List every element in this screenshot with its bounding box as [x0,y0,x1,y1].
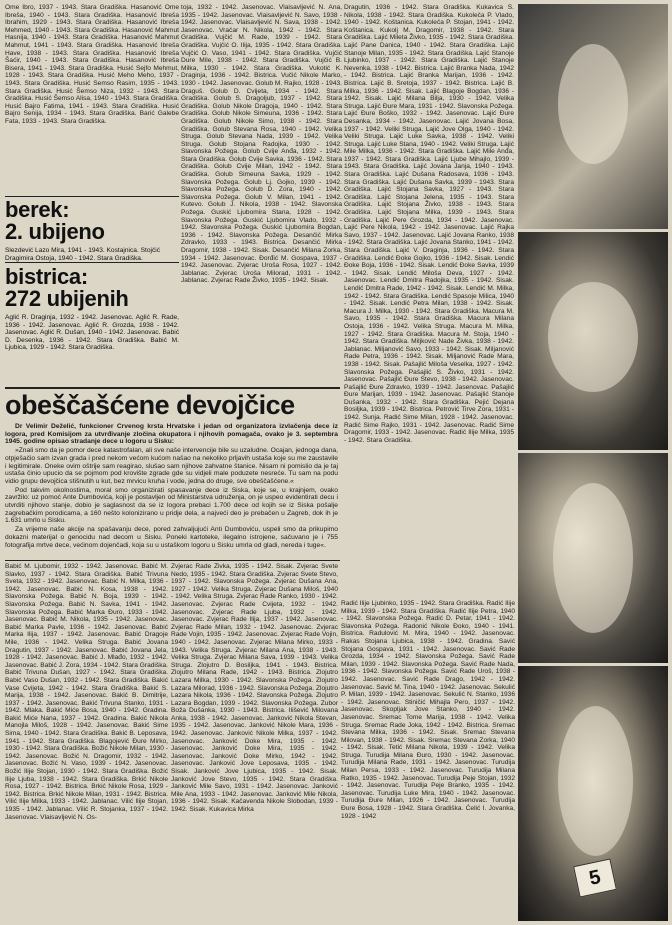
photo-number-tag: 5 [573,858,617,897]
victim-list-column-4 [5,563,168,921]
intro-lead: Dr Velimir Deželić, funkcioner Crvenog krsta Hrvatske i jedan od organizatora izvlačenja dece iz logora, pred Komisijom za utvrđivanje zločina okupatora i njihovih pomagača, ovako je 3. septembra 1945. godine opisao stradanje dece u logoru u Sisku: [5,423,338,446]
section-berek [5,199,179,262]
section-bistrica-text: Aglić R. Draginja, 1932 - 1942. Jasenovac. Aglić R. Rade, 1936 - 1942. Jasenovac. Aglić R. Grozda, 1938 - 1942. Jasenovac. Aglić R. Dušan, 1940 - 1942. Jasenovac. Babić D. Desenka, 1936 - 1942. Stara Gradiška. Babić M. Ljubica, 1929 - 1942. Stara Gradiška. [5,314,179,352]
section-berek-title: berek: [5,197,70,222]
child-photo-1 [518,4,668,229]
section-bistrica-title: bistrica: [5,264,88,289]
child-photo-2 [518,232,668,450]
child-photo-4 [518,666,668,921]
victim-list-column-3 [344,4,514,599]
victim-list-text: Ome Ibro, 1937 - 1943. Stara Gradiška. Hasanović Ome Ibreša, 1940 - 1943. Stara Gradiška. Hasanović Ibreša Ibrahim, 1929 - 1943. Stara Gradiška. Hasanović Ibreša Mehmed, 1940 - 1943. Stara Gradiška. Hasanović Mahmut Hasnija, 1940 - 1943. Stara Gradiška. Hasanović Mahmut Mahmut, 1941 - 1943. Stara Gradiška. Hasanović Ibreša Have, 1938 - 1943. Stara Gradiška. Hasanović Ibreša Šaćir, 1940 - 1943. Stara Gradiška. Hasanović Ibreša Bisera, 1941 - 1943. Stara Gradiška. Husić Sejfo Mehmut, 1928 - 1943. Stara Gradiška. Husić Meho Meho, 1937 - 1943. Stara Gradiška. Husić Semso Rasim, 1935 - 1943. Stara Gradiška. Husić Šemso Niza, 1932 - 1943. Stara Gradiška. Husić Šemso Alisa, 1940 - 1943. Stara Gradiška. Husić Bajro Fatima, 1941 - 1943. Stara Gradiška. Husić Bajro Senija, 1934 - 1943. Stara Gradiška. Barić Galebe Fata, 1933 - 1943. Stara Gradiška. [5,4,179,125]
section-bistrica [5,266,179,352]
article-rule [5,387,340,389]
article-intro [5,423,338,559]
article-title: obeščašćene devojčice [5,390,295,420]
section-divider [5,262,179,263]
victim-list-text: Zvjerac Rade Živka, 1935 - 1942. Sisak. Zvjerac Svete Nedo, 1935 - 1942. Stara Gradiška. Zvjerac Svete Stevo, 1937 - 1942. Slavonska Požega. Zvjerac Dušana Ana, 1927 - 1942. Velika Struga. Zvjerac Dušana Miloš, 1940 - 1942. Velika Struga. Zvjerac Rade Ranko, 1930 - 1942. Jasenovac. Zvjerac Rade Cvijeta, 1932 - 1942. Jasenovac. Zvjerac Rade Ljuba, 1932 - 1942. Jasenovac. Zvjerac Rade Ilija, 1937 - 1942. Jasenovac. Zvjerac Rade Milan, 1932 - 1942. Jasenovac. Zvjerac Rade Vojin, 1935 - 1942. Jasenovac. Zvjerac Rade Vojin, 1940 - 1942. Jasenovac. Zvjerac Milana Mirko, 1933 - 1943. Velika Struga. Zvjerac Milana Ana, 1938 - 1943. Velika Struga. Zvjerac Milana Sava, 1939 - 1943. Velika Struga. Zlojutro D. Bosiljka, 1941 - 1943. Bistrica. Zlojutro Milana Rade, 1942 - 1943. Bistrica. Zlojutro Lazara Milka, 1930 - 1942. Slavonska Požega. Zlojutro Lazara Milorad, 1936 - 1942. Slavonska Požega. Zlojutro Lazara Nikola, 1936 - 1942. Slavonska Požega. Zlojutro Lazara Bogdan, 1939 - 1942. Slavonska Požega. Zubor Boža Dušanka, 1930 - 1943. Bistrica. Ilišević Milovana Anka, 1938 - 1942. Jasenovac. Janković Nikola Stevan, 1935 - 1942. Jasenovac. Janković Nikole Mara, 1936 - 1942. Jasenovac. Janković Nikole Milka, 1937 - 1942. Jasenovac. Janković Doke Mira, 1935 - 1942. Jasenovac. Janković Doke Mira, 1935 - 1942. Jasenovac. Janković Doke Mirko, 1942 - 1942. Jasenovac. Janković Jove Leposava, 1935 - 1942. Sisak. Janković Jove Ljubica, 1935 - 1942. Sisak. Janković Jove Stevo, 1935 - 1942. Stara Gradiška. Janković Mile Savo, 1931 - 1942. Jasenovac. Janković Mile Ana, 1933 - 1942. Jasenovac. Janković Mile Nikola, 1936 - 1942. Sisak. Kačavenda Nikole Slobodan, 1939 - 1942. Sisak. Kukavica Mirka [171,563,338,813]
victim-list-text: Babić M. Ljubomir, 1932 - 1942. Jasenovac. Babić M. Slavko, 1937 - 1942. Stara Gradiška. Babić Trivuna Sveta, 1932 - 1942. Jasenovac. Babić N. Milka, 1936 - 1942. Jasenovac. Babić N. Kosa, 1938 - 1942. Slavonska Požega. Babić N. Boja, 1939 - 1942. Slavonska Požega. Babić N. Savka, 1941 - 1942. Slavonska Požega. Babić Marka Đuro, 1933 - 1942. Jasenovac. Babić M. Nikola, 1935 - 1942. Jasenovac. Babić Marka Pavle, 1936 - 1942. Jasenovac. Babić Marka Ilija, 1937 - 1942. Jasenovac. Babić Dragoje Mile, 1936 - 1942. Velika Struga. Babić Jovana Dragutin, 1937 - 1942. Jasenovac. Babić Jovana Jela, 1928 - 1942. Jasenovac. Babić J. Mlađo, 1932 - 1942. Jasenovac. Babić J. Zora, 1934 - 1942. Stara Gradiška. Babić Trivuna Dušan, 1927 - 1942. Stara Gradiška. Babić Vaso Dušan, 1932 - 1942. Stara Gradiška. Bakić Vase Cvijeta, 1942 - 1942. Stara Gradiška. Bakić S. Marija, 1938 - 1942. Jasenovac. Bakić B. Dimitrije, 1937 - 1942. Jasenovac. Bakić Trivuna Stanko, 1931 - 1942. Mlaka. Bakić Miće Bosa, 1940 - 1942. Gradina. Bakić Miće Nana, 1937 - 1942. Gradina. Bakić Nikola Manojla Miloš, 1928 - 1942. Jasenovac. Bakić Sime Sima, 1940 - 1942. Stara Gradiška. Bakić B. Leposava, 1941 - 1942. Stara Gradiška. Blagojević Đure Mirko, 1930 - 1942. Stara Gradiška. Božić Nikole Milan, 1930 - 1942. Jasenovac. Božić N. Dragomir, 1932 - 1942. Jasenovac. Božić N. Vaso, 1939 - 1942. Jasenovac. Božić Ilije Stojan, 1930 - 1942. Stara Gradiška. Božić Ilije Ljuba, 1938 - 1942. Stara Gradiška. Brkić Nikole Rosa, 1927 - 1942. Bistrica. Brkić Nikole Rosa, 1929 - 1942. Bistrica. Brkić Nikole Milan, 1931 - 1942. Bistrica. Vilić Ilije Milka, 1933 - 1942. Jablanac. Vilić Ilije Stojan, 1935 - 1942. Jablanac. Vilić R. Stojanka, 1937 - 1942. Jasenovac. Vlaisavljević N. Os- [5,563,168,821]
intro-quote: »Znali smo da je pomor dece katastrofalan, ali sve naše intervencije bile su uzaludne. Ocajan, jednoga dana, otpješačio sam izvan grada i pred nekom većom kućom našao na nekoliko prljavih ustaša koje su me zaustavile i legitimirale. Oneke ovim oštrije sam reagirao, slušao sam njihove zahvatne štanice. Nisam ni pomislio da je taj ustaša činio upucio da se pojmom pod krovište zgrade gde su vidjeli male poduzete nesreće. Tu sam na podu vidio grupu devojčica stišnutih u kut, bez mrvicu kruha i vode, jedna do druge, sve obeščašćene.« [5,447,338,485]
victim-list-column-2 [181,4,342,386]
victim-list-text: Dragutin, 1936 - 1942. Stara Gradiška. Kukavica S. Nikola, 1938 - 1942. Stara Gradiška. Kukoleča P. Vlado, 1940 - 1942. Koštanica. Kukoleča P. Stojan, 1941 - 1942. Koštanica. Kukolj M. Dragomir, 1938 - 1942. Stara Gradiška. Lajić Mileta Živko, 1935 - 1942. Stara Gradiška. Lajić Pane Danica, 1940 - 1942. Stara Gradiška. Lajić Stanoje Milan, 1935 - 1942. Stara Gradiška. Lajić Stanoje Ljubinko, 1937 - 1942. Stara Gradiška. Lajić Stanoje Nevenka, 1938 - 1942. Bistrica. Lajić Branka Nada, 1942 - 1942. Bistrica. Lajić Branka Marijan, 1936 - 1942. Bistrica. Lajić B. Sretoja, 1937 - 1942. Bistrica. Lajić B. Milka, 1936 - 1942. Sisak. Lajić Blagoje Bogdan, 1936 - 1942. Sisak. Lajić Milana Bilja, 1930 - 1942. Velika Struga. Lajić Đure Mara, 1931 - 1942. Slavonska Požega. Lajić Đure Boško, 1932 - 1942. Jasenovac. Lajić Đure Desanka, 1934 - 1942. Jasenovac. Lajić Jovana Bosa, 1937 - 1942. Veliki Struga. Lajić Jove Olga, 1940 - 1942. Veliki Struga. Lajić Luke Savka, 1938 - 1942. Veliki Struga. Lajić Luke Stana, 1940 - 1942. Veliki Struga. Lajić Mile Milka, 1936 - 1942. Stara Gradiška. Lajić Mile Anđa, 1937 - 1942. Stara Gradiška. Lajić Ljube Mihajlo, 1939 - 1943. Stara Gradiška. Lajić Jovana Janja, 1940 - 1943. Stara Gradiška. Lajić Dušana Radosava, 1936 - 1943. Stara Gradiška. Lajić Dušana Savka, 1939 - 1943. Stara Gradiška. Lajić Stojana Savka, 1927 - 1943. Stara Gradiška. Lajić Stojana Jelena, 1935 - 1943. Stara Gradiška. Lajić Stojana Živko, 1938 - 1943. Stara Gradiška. Lajić Stojana Milka, 1939 - 1943. Stara Gradiška. Lajić Pere Grozda, 1934 - 1942. Jasenovac. Lajić Pere Nikola, 1942 - 1942. Jasenovac. Lajić Rajka Savo, 1937 - 1942. Jasenovac. Lajić Jovana Ranko, 1938 - 1942. Stara Gradiška. Lajić Jovana Stanko, 1941 - 1942. Stara Gradiška. Lajić V. Draginja, 1936 - 1942. Stara Gradiška. Lendić Đoke Gojko, 1936 - 1942. Sisak. Lendić Đoke Boja, 1936 - 1942. Sisak. Lendić Đoke Savka, 1939 - 1942. Sisak. Lendić Miloša Deva, 1927 - 1942. Jasenovac. Lendić Dmitra Radojka, 1935 - 1942. Sisak. Lendić Dmitra Rade, 1942 - 1942. Sisak. Lendić M. Milka, 1942 - 1942. Stara Gradiška. Lendić Spasoje Milica, 1940 - 1942. Sisak. Lendić Petra Milan, 1938 - 1942. Sisak. Macura J. Milka, 1930 - 1942. Stara Gradiška. Macura M. Savo, 1935 - 1942. Stara Gradiška. Macura Milana Ostoja, 1936 - 1942. Velika Struga. Macura M. Milka, 1927 - 1942. Stara Gradiška. Macura M. Stoja, 1940 - 1942. Stara Gradiška. Miljković Nade Živka, 1938 - 1942. Jablanac. Miljanović Savo, 1933 - 1942. Sisak. Miljanović Rade Petra, 1936 - 1942. Sisak. Miljanović Rade Mara, 1938 - 1942. Sisak. Pašajlić Miloša Veselka, 1927 - 1942. Slavonska Požega. Pašajlić S. Živko, 1931 - 1942. Jasenovac. Pašajlić Đure Stevo, 1938 - 1942. Jasenovac. Pašajlić Đure Zdravko, 1939 - 1942. Jasenovac. Pašajlić Đure Marijan, 1939 - 1942. Jasenovac. Pašajlić Stanoje Dušanka, 1932 - 1942. Stara Gradiška. Pejić Dejana Bosiljka, 1939 - 1942. Bistrica. Petrović Tirve Zora, 1931 - 1942. Sunja. Radić Sime Milan, 1928 - 1942. Jasenovac. Radić Sime Rajko, 1931 - 1942. Jasenovac. Radić Sime Dragomir, 1933 - 1942. Jasenovac. Radić Ilije Milka, 1935 - 1942. Stara Gradiška. [344,4,514,444]
victim-list-column-6 [341,600,515,921]
victim-list-column-5 [171,563,338,921]
child-photo-3 [518,453,668,663]
section-berek-subtitle: 2. ubijeno [5,219,105,244]
victim-list-column-1 [5,4,179,194]
section-berek-text: Slezdević Lazo Mira, 1941 - 1943. Kostajnica. Stojčić Dragimira Ostoja, 1940 - 1942. Stara Gradiška. [5,247,161,262]
victim-list-text: toja, 1932 - 1942. Jasenovac. Vlaisavljević N. Ana, 1935 - 1942. Jasenovac. Vlaisavljević N. Savo, 1938 - 1942. Jasenovac. Vlaisavljević N. Sava, 1938 - 1942. Jasenovac. Vračar N. Nikola, 1942 - 1942. Stara Gradiška. Vujčić M. Rade, 1939 - 1942. Stara Gradiška. Vujčić O. Ilija, 1935 - 1942. Stara Gradiška. Vujčić O. Vaso, 1941 - 1942. Stara Gradiška. Vujčić Dure Mile, 1938 - 1942. Stara Gradiška. Vujčić B. Milka, 1930 - 1942. Stara Gradiška. Vukotić K. Draginja, 1936 - 1942. Bistrica. Vučić Nikole Marko, 1930 - 1942. Jasenovac. Golub M. Rajko, 1928 - 1943. Draguš. Golub D. Cvijeta, 1934 - 1942. Stara Gradiška. Golub S. Dragoljub, 1937 - 1942. Stara Gradiška. Golub Nikole Dragoja, 1940 - 1942. Stara Gradiška. Golub Nikole Simeuna, 1936 - 1942. Stara Gradiška. Golub Nikole Simo, 1938 - 1942. Stara Gradiška. Golub Stevana Rosa, 1940 - 1942. Velika Struga. Golub Stevana Nada, 1939 - 1942. Velika Struga. Golub Stojana Radojka, 1930 - 1942. Slavonska Požega. Golub Cvije Anđa, 1932 - 1942. Stara Gradiška. Golub Cvije Savka, 1936 - 1942. Stara Gradiška. Golub Cvije Milan, 1942 - 1942. Stara Gradiška. Golub Simeuna Savka, 1929 - 1942. Slavonska Požega. Golub Lj. Gojko, 1939 - 1942. Slavonska Požega. Golub D. Zora, 1940 - 1942. Slavonska Požega. Golub V. Milan, 1941 - 1942. Kutevo. Golub J. Nikola, 1938 - 1942. Slavonska Požega. Guskić Ljubomira Stana, 1928 - 1942. Slavonska Požega. Guskić Ljubomira Vlado, 1932 - 1942. Slavonska Požega. Guskić Ljubomira Bogdan, 1936 - 1942. Slavonska Požega. Desančić Mirka Zdravko, 1933 - 1943. Bistrica. Desančić Mirka Dragomir, 1938 - 1942. Sisak. Desančić Milana Zorka, 1934 - 1942. Jasenovac. Đorđić M. Gospava, 1937 - 1942. Jasenovac. Zvjerac Uroša Rosa, 1927 - 1942. Jablanac. Zvjerac Uroša Milorad, 1931 - 1942. Jablanac. Zvjerac Rade Živko, 1935 - 1942. Sisak. [181,4,342,285]
intro-paragraph: Za vrijeme naše akcije na spašavanju dece, pored zahvaljujući Anti Dumboviću, uspeli smo da prikupimo dokazni materijal o genocidu nad decom u Sisku. Poneki kartoteke, ilegalno istrojene, sačuvano je i 755 fotografija mrtve dece, većinom dojenčadi, koja su u ustaškom logoru u Sisku umrla od gladi, nereda i tuge«. [5,526,338,549]
intro-paragraph: Pod takvim okolnostima, moral smo organizirati spasavanje dece iz Siska, koje se, u krajnjem, ovako zavržilo: uz pomoć Ante Dumbovića, koji je postavljen od Ministarstva udruženja, on je uspeo evidentirati decu i utvrditi njihovo stanje, dobio je saglasnost da se iz logora prebaci 1.700 dece od kojih se iz Siska pošalje zagrebačkim porodicama, a 160 nešto kolonizirano u pridje dela, a najveći deo je prebačen u Zagreb, dok ih je 1.631 umrlo u Sisku. [5,486,338,525]
section-bistrica-subtitle: 272 ubijenih [5,286,129,311]
victim-list-text: Radić Ilije Ljubinko, 1935 - 1942. Stara Gradiška. Radić Ilije Milka, 1939 - 1942. Stara Gradiška. Radić Ilije Petra, 1940 - 1942. Slavonska Požega. Radić D. Petar, 1941 - 1942. Slavonska Požega. Radonić Nikole Đoko, 1940 - 1941. Bistrica. Radulović M. Mira, 1940 - 1942. Jasenovac. Rakas Stojana Ljubica, 1938 - 1942. Gradina. Savić Stojana Gospava, 1931 - 1942. Jasenovac. Savić Rade Grozda, 1934 - 1942. Slavonska Požega. Savić Rade Milan, 1939 - 1942. Slavonska Požega. Savić Rade Nada, 1936 - 1942. Slavonska Požega. Savić Rade Uroš, 1938 - 1942. Jasenovac. Savić Rade Drago, 1942 - 1942. Jasenovac. Savić M. Tina, 1940 - 1942. Jasenovac. Sekulić P. Milan, 1939 - 1942. Jasenovac. Sekulić N. Stanko, 1936 - 1942. Jasenovac. Stiničić Mihajla Pero, 1937 - 1942. Jasenovac. Skopljak Jove Stanko, 1940 - 1942. Jasenovac. Sremac Tome Marija, 1938 - 1942. Velika Struga. Sremac Rade Joka, 1942 - 1942. Bistrica. Sremac Stevana Milka, 1936 - 1942. Sisak. Sremac Stevana Milovan, 1938 - 1942. Sisak. Sremac Stevana Zorka, 1940 - 1942. Sisak. Tetić Milana Nikola, 1939 - 1942. Velika Struga. Turudija Milana Đuro, 1930 - 1942. Jasenovac. Turudija Milana Rade, 1931 - 1942. Jasenovac. Turudija Milan Persa, 1933 - 1942. Jasenovac. Turudija Milana Ratko, 1935 - 1942. Jasenovac. Turudija Peje Stojan, 1932 - 1942. Jasenovac. Turudija Peje Branko, 1935 - 1942. Jasenovac. Turudija Luke Mira, 1940 - 1942. Jasenovac. Turudija Đure Milan, 1926 - 1942. Jasenovac. Turudija Đure Bosa, 1928 - 1942. Stara Gradiška. Ćelić I. Jovanka, 1928 - 1942 [341,600,515,820]
section-divider [5,560,340,561]
